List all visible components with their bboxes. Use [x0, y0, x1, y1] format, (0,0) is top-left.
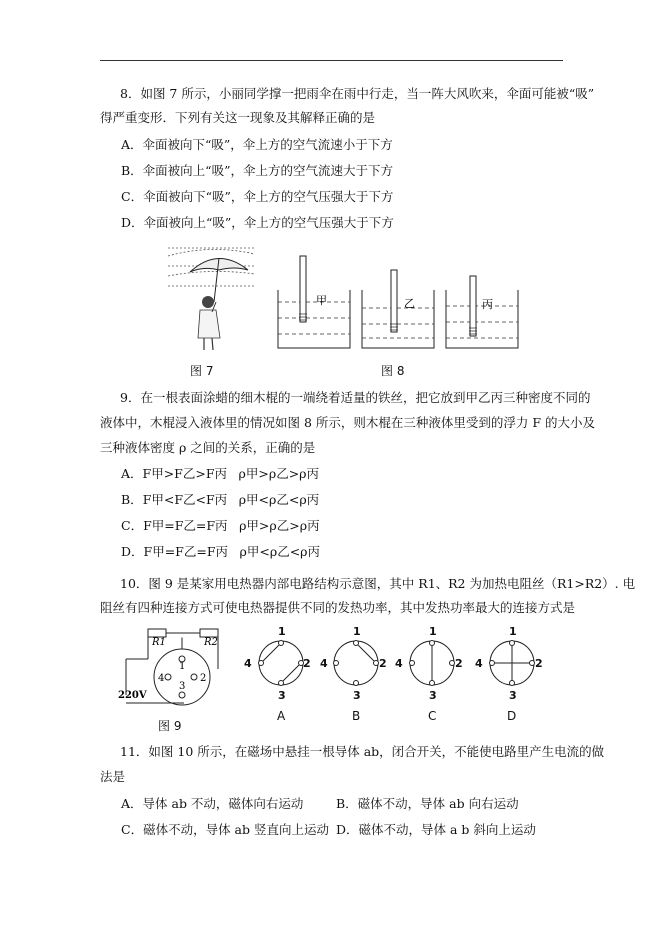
terminal-2: 2 [200, 673, 207, 684]
c-num-3: 3 [429, 689, 437, 702]
q10-line2: 阻丝有四种连接方式可使电热器提供不同的发热功率，其中发热功率最大的连接方式是 [100, 600, 576, 615]
q8-line1: 8．如图 7 所示，小丽同学撑一把雨伞在雨中行走，当一阵大风吹来，伞面可能被“吸” [120, 86, 595, 101]
beaker-label-jia: 甲 [316, 294, 327, 307]
c-num-4: 4 [395, 657, 403, 670]
q9-option-a[interactable]: A．F甲>F乙>F丙 ρ甲>ρ乙>ρ丙 [121, 466, 320, 481]
b-num-3: 3 [353, 689, 361, 702]
d-num-1: 1 [509, 625, 517, 638]
figure-8-beakers [270, 250, 520, 360]
beaker-label-bing: 丙 [482, 298, 493, 311]
q8-option-c[interactable]: C．伞面被向下“吸”，伞上方的空气压强大于下方 [121, 189, 394, 204]
terminal-3: 3 [179, 681, 186, 692]
q8-option-a[interactable]: A．伞面被向下“吸”，伞上方的空气流速小于下方 [121, 137, 393, 152]
terminal-1: 1 [179, 661, 186, 672]
d-num-3: 3 [509, 689, 517, 702]
q9-line3: 三种液体密度 ρ 之间的关系，正确的是 [100, 440, 316, 455]
c-num-1: 1 [429, 625, 437, 638]
q9-line2: 液体中，木棍浸入液体里的情况如图 8 所示，则木棍在三种液体里受到的浮力 F 的大小及 [100, 415, 596, 430]
choice-d-label[interactable]: D [507, 709, 517, 723]
beaker-label-yi: 乙 [404, 297, 415, 310]
b-num-4: 4 [320, 657, 328, 670]
q10-line1: 10．图 9 是某家用电热器内部电路结构示意图，其中 R1、R2 为加热电阻丝（R1>R2）. 电 [120, 576, 636, 591]
r1-label: R1 [152, 637, 166, 648]
q11-line2: 法是 [100, 769, 126, 784]
q8-option-b[interactable]: B．伞面被向上“吸”，伞上方的空气流速大于下方 [121, 163, 393, 178]
b-num-1: 1 [353, 625, 361, 638]
voltage-label: 220V [118, 690, 147, 701]
q11-option-d[interactable]: D．磁体不动，导体 a b 斜向上运动 [336, 822, 536, 837]
d-num-4: 4 [475, 657, 483, 670]
figure-9-circuit [118, 625, 248, 715]
d-num-2: 2 [535, 657, 543, 670]
terminal-4: 4 [158, 673, 165, 684]
header-rule [100, 60, 563, 61]
figure-7-umbrella [160, 240, 260, 355]
choice-a-label[interactable]: A [277, 709, 286, 723]
c-num-2: 2 [455, 657, 463, 670]
q9-line1: 9．在一根表面涂蜡的细木棍的一端绕着适量的铁丝，把它放到甲乙丙三种密度不同的 [120, 390, 591, 405]
q9-option-d[interactable]: D．F甲=F乙=F丙 ρ甲<ρ乙<ρ丙 [121, 544, 321, 559]
q9-option-c[interactable]: C．F甲=F乙=F丙 ρ甲>ρ乙>ρ丙 [121, 518, 320, 533]
choice-c-label[interactable]: C [428, 709, 437, 723]
q8-line2: 得严重变形．下列有关这一现象及其解释正确的是 [100, 110, 376, 125]
a-num-1: 1 [278, 625, 286, 638]
a-num-4: 4 [244, 657, 252, 670]
q11-option-c[interactable]: C．磁体不动，导体 ab 竖直向上运动 [121, 822, 329, 837]
q11-line1: 11．如图 10 所示，在磁场中悬挂一根导体 ab，闭合开关，不能使电路里产生电流的做 [120, 744, 605, 759]
q8-option-d[interactable]: D．伞面被向上“吸”，伞上方的空气压强大于下方 [121, 215, 394, 230]
q11-option-a[interactable]: A．导体 ab 不动，磁体向右运动 [121, 796, 304, 811]
figure-9-caption: 图 9 [158, 719, 182, 733]
choice-b-label[interactable]: B [352, 709, 361, 723]
q9-option-b[interactable]: B．F甲<F乙<F丙 ρ甲<ρ乙<ρ丙 [121, 492, 320, 507]
figure-8-caption: 图 8 [381, 364, 405, 378]
r2-label: R2 [204, 637, 218, 648]
figure-7-caption: 图 7 [190, 364, 214, 378]
b-num-2: 2 [379, 657, 387, 670]
a-num-3: 3 [278, 689, 286, 702]
q11-option-b[interactable]: B．磁体不动，导体 ab 向右运动 [336, 796, 519, 811]
a-num-2: 2 [303, 657, 311, 670]
